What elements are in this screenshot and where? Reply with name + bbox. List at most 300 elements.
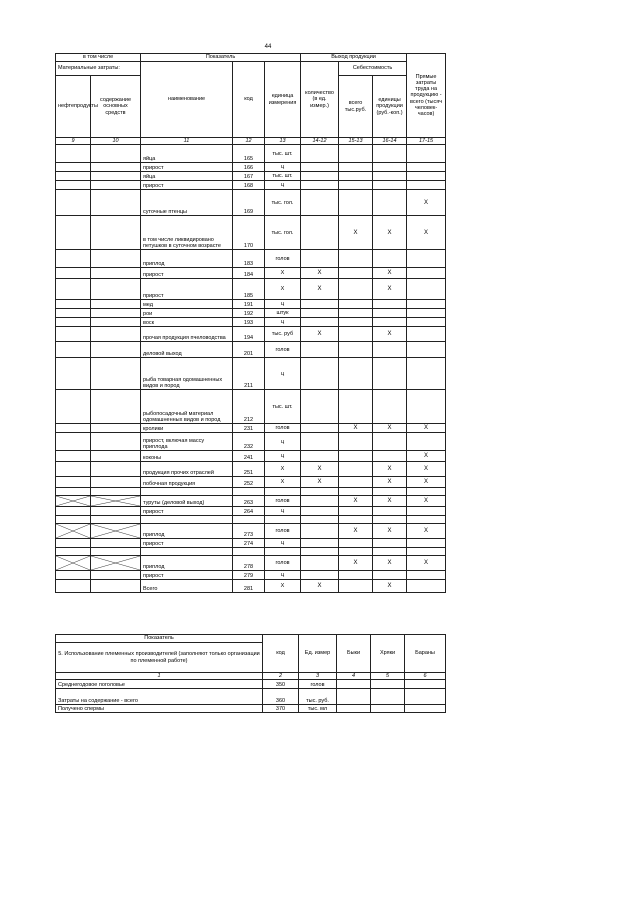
row-kol (301, 172, 339, 181)
empty-cell (91, 390, 141, 424)
row-kol (301, 190, 339, 216)
row-name: Всего (141, 580, 233, 593)
row-code: 278 (233, 556, 265, 571)
empty-cell (405, 705, 446, 713)
row-pr (407, 327, 446, 342)
row-vsego: X (339, 496, 373, 507)
table-row (56, 424, 446, 433)
row-ed (373, 163, 407, 172)
table-row (56, 548, 446, 556)
empty-cell (56, 279, 91, 300)
row-code (233, 548, 265, 556)
row-pr (407, 580, 446, 593)
row-code: 273 (233, 524, 265, 539)
empty-cell (91, 300, 141, 309)
empty-cell (337, 680, 371, 689)
row-pr (407, 268, 446, 279)
row-code: 191 (233, 300, 265, 309)
column-number: 16-14 (373, 138, 407, 145)
row-vsego (339, 145, 373, 163)
column-number: 14-12 (301, 138, 339, 145)
column-number: 2 (263, 673, 299, 680)
row-name: Среднегодовое поголовье (56, 680, 263, 689)
empty-cell (405, 689, 446, 705)
row-vsego (339, 318, 373, 327)
empty-cell (56, 216, 91, 250)
row-ed: X (373, 268, 407, 279)
header-vyhod: Выход продукции (301, 54, 407, 62)
header-soder: содержание основных средств (91, 76, 141, 138)
t2-header-byki: Быки (337, 635, 371, 673)
row-ed (373, 250, 407, 268)
empty-cell (91, 342, 141, 358)
row-unit: ц (265, 507, 301, 516)
row-unit: штук (265, 309, 301, 318)
row-name (141, 488, 233, 496)
row-kol (301, 496, 339, 507)
table-row (56, 680, 446, 689)
row-ed (373, 433, 407, 451)
row-vsego (339, 451, 373, 462)
row-code: 169 (233, 190, 265, 216)
row-name: кролики (141, 424, 233, 433)
row-name: суточные птенцы (141, 190, 233, 216)
row-unit: тыс. шт. (265, 145, 301, 163)
row-name: прирост (141, 181, 233, 190)
row-ed: X (373, 216, 407, 250)
row-ed (373, 451, 407, 462)
table-row (56, 488, 446, 496)
row-name: коконы (141, 451, 233, 462)
t2-column-numbers-row (56, 673, 446, 680)
row-code (233, 488, 265, 496)
empty-cell (56, 342, 91, 358)
column-number: 1 (56, 673, 263, 680)
row-ed (373, 507, 407, 516)
row-unit: X (265, 462, 301, 477)
row-ed (373, 172, 407, 181)
header-kol: количество (в ед. измер.) (301, 62, 339, 138)
row-unit: тыс. шт. (265, 172, 301, 181)
row-code: 192 (233, 309, 265, 318)
row-vsego (339, 300, 373, 309)
row-ed: X (373, 580, 407, 593)
row-unit: голов (265, 524, 301, 539)
empty-cell (91, 539, 141, 548)
empty-cell (56, 250, 91, 268)
row-code: 165 (233, 145, 265, 163)
empty-cell (56, 488, 91, 496)
table-row (56, 181, 446, 190)
row-name: рыба товарная одомашненных видов и пород (141, 358, 233, 390)
row-code: 370 (263, 705, 299, 713)
row-pr (407, 390, 446, 424)
row-pr: X (407, 190, 446, 216)
row-kol (301, 433, 339, 451)
row-unit: ц (265, 318, 301, 327)
row-pr (407, 181, 446, 190)
row-name: Получено спермы (56, 705, 263, 713)
column-number: 9 (56, 138, 91, 145)
row-name: прирост (141, 507, 233, 516)
row-ed (373, 539, 407, 548)
row-kol (301, 163, 339, 172)
row-vsego (339, 358, 373, 390)
row-ed (373, 516, 407, 524)
empty-cell (56, 358, 91, 390)
column-number: 17-15 (407, 138, 446, 145)
row-kol: X (301, 268, 339, 279)
row-code: 184 (233, 268, 265, 279)
row-name: яйца (141, 145, 233, 163)
empty-cell (91, 477, 141, 488)
row-vsego (339, 539, 373, 548)
row-vsego (339, 516, 373, 524)
row-kol (301, 309, 339, 318)
row-kol (301, 250, 339, 268)
empty-cell (91, 451, 141, 462)
table-row (56, 507, 446, 516)
crossed-cell (91, 524, 141, 539)
row-ed (373, 390, 407, 424)
row-pr (407, 163, 446, 172)
header-edprod: единицы продукции (руб.-коп.) (373, 76, 407, 138)
empty-cell (371, 680, 405, 689)
row-pr (407, 342, 446, 358)
row-pr: X (407, 451, 446, 462)
empty-cell (91, 424, 141, 433)
empty-cell (371, 689, 405, 705)
table-row (56, 390, 446, 424)
row-pr (407, 548, 446, 556)
row-vsego (339, 342, 373, 358)
row-code: 183 (233, 250, 265, 268)
row-pr (407, 488, 446, 496)
row-unit: ц (265, 571, 301, 580)
table-row (56, 190, 446, 216)
t2-header-ed: Ед. измер (299, 635, 337, 673)
row-vsego (339, 279, 373, 300)
row-code: 360 (263, 689, 299, 705)
row-name: приплод (141, 524, 233, 539)
row-unit (265, 488, 301, 496)
row-code: 241 (233, 451, 265, 462)
header-kod: код (233, 62, 265, 138)
row-code: 279 (233, 571, 265, 580)
empty-cell (56, 390, 91, 424)
crossed-cell (56, 556, 91, 571)
row-kol (301, 300, 339, 309)
empty-cell (56, 433, 91, 451)
row-unit: X (265, 477, 301, 488)
empty-cell (405, 680, 446, 689)
crossed-cell (91, 556, 141, 571)
empty-cell (91, 309, 141, 318)
column-numbers-row (56, 138, 446, 145)
row-vsego (339, 250, 373, 268)
table-row (56, 571, 446, 580)
row-kol (301, 516, 339, 524)
row-name: деловой выход (141, 342, 233, 358)
crossed-cell (56, 496, 91, 507)
row-vsego (339, 172, 373, 181)
row-unit: тыс. мл (299, 705, 337, 713)
row-name: рои (141, 309, 233, 318)
row-unit (265, 548, 301, 556)
row-name: в том числе ликвидировано петушков в суточном возрасте (141, 216, 233, 250)
row-name: туруты (деловой выход) (141, 496, 233, 507)
empty-cell (56, 539, 91, 548)
row-vsego (339, 190, 373, 216)
row-name: побочная продукция (141, 477, 233, 488)
row-name: мед (141, 300, 233, 309)
row-pr (407, 250, 446, 268)
row-unit: голов (265, 342, 301, 358)
row-unit: ц (265, 451, 301, 462)
empty-cell (56, 145, 91, 163)
row-code: 168 (233, 181, 265, 190)
empty-cell (91, 318, 141, 327)
row-vsego (339, 268, 373, 279)
empty-cell (91, 358, 141, 390)
row-name: приплод (141, 556, 233, 571)
empty-cell (91, 507, 141, 516)
row-vsego (339, 163, 373, 172)
empty-cell (91, 433, 141, 451)
row-code: 281 (233, 580, 265, 593)
page-number: 44 (264, 44, 272, 50)
empty-cell (91, 190, 141, 216)
t2-header-kod: код (263, 635, 299, 673)
empty-cell (91, 145, 141, 163)
row-pr (407, 571, 446, 580)
row-code: 252 (233, 477, 265, 488)
empty-cell (371, 705, 405, 713)
t2-header-hryaki: Хряки (371, 635, 405, 673)
crossed-cell (91, 496, 141, 507)
empty-cell (56, 507, 91, 516)
row-ed (373, 488, 407, 496)
row-pr (407, 145, 446, 163)
empty-cell (91, 268, 141, 279)
table-row (56, 163, 446, 172)
empty-cell (91, 462, 141, 477)
row-vsego (339, 181, 373, 190)
row-name: прирост (141, 539, 233, 548)
row-unit (265, 516, 301, 524)
row-kol (301, 424, 339, 433)
row-kol (301, 216, 339, 250)
row-ed (373, 342, 407, 358)
header-sebest: Себестоимость (339, 62, 407, 76)
row-kol (301, 488, 339, 496)
empty-cell (56, 172, 91, 181)
row-pr (407, 172, 446, 181)
row-kol (301, 524, 339, 539)
row-name (141, 516, 233, 524)
row-ed (373, 300, 407, 309)
row-vsego (339, 433, 373, 451)
row-kol (301, 181, 339, 190)
empty-cell (91, 327, 141, 342)
row-code: 194 (233, 327, 265, 342)
header-vtomchisle: в том числе (56, 54, 141, 62)
table-row (56, 268, 446, 279)
row-pr (407, 279, 446, 300)
row-unit: ц (265, 358, 301, 390)
empty-cell (91, 279, 141, 300)
empty-cell (56, 451, 91, 462)
row-ed: X (373, 279, 407, 300)
table-row (56, 539, 446, 548)
empty-cell (91, 516, 141, 524)
row-kol (301, 145, 339, 163)
row-name: прирост, включая массу приплода (141, 433, 233, 451)
table-row (56, 145, 446, 163)
breeding-producers-table (55, 634, 446, 713)
table-row (56, 433, 446, 451)
empty-cell (91, 250, 141, 268)
empty-cell (56, 318, 91, 327)
empty-cell (56, 268, 91, 279)
row-name: яйца (141, 172, 233, 181)
row-pr: X (407, 216, 446, 250)
row-pr (407, 358, 446, 390)
table-row (56, 524, 446, 539)
empty-cell (56, 309, 91, 318)
row-unit: тыс. руб (265, 327, 301, 342)
row-ed (373, 358, 407, 390)
row-unit: голов (265, 496, 301, 507)
row-pr: X (407, 424, 446, 433)
header-pryamye: Прямые затраты труда на продукцию - всего (тысяч человек-часов) (407, 54, 446, 138)
row-ed: X (373, 524, 407, 539)
table-row (56, 451, 446, 462)
row-kol: X (301, 462, 339, 477)
row-unit: тыс. гол. (265, 190, 301, 216)
row-code: 212 (233, 390, 265, 424)
row-ed (373, 548, 407, 556)
row-ed: X (373, 477, 407, 488)
t2-header-barany: Бараны (405, 635, 446, 673)
row-ed (373, 309, 407, 318)
row-unit: ц (265, 433, 301, 451)
empty-cell (91, 181, 141, 190)
row-name: продукция прочих отраслей (141, 462, 233, 477)
empty-cell (56, 190, 91, 216)
row-name: прирост (141, 268, 233, 279)
row-vsego: X (339, 424, 373, 433)
empty-cell (56, 462, 91, 477)
crossed-cell (56, 524, 91, 539)
row-kol (301, 507, 339, 516)
row-name: прирост (141, 163, 233, 172)
column-number: 13 (265, 138, 301, 145)
row-kol (301, 556, 339, 571)
row-unit: X (265, 268, 301, 279)
row-name: прочая продукция пчеловодства (141, 327, 233, 342)
row-vsego (339, 462, 373, 477)
row-code: 185 (233, 279, 265, 300)
row-ed: X (373, 327, 407, 342)
row-kol: X (301, 279, 339, 300)
table-row (56, 172, 446, 181)
column-number: 4 (337, 673, 371, 680)
row-unit: тыс. гол. (265, 216, 301, 250)
row-vsego: X (339, 216, 373, 250)
row-name: приплод (141, 250, 233, 268)
row-ed (373, 318, 407, 327)
empty-cell (56, 477, 91, 488)
table-row (56, 279, 446, 300)
row-vsego (339, 507, 373, 516)
row-code (233, 516, 265, 524)
row-code: 170 (233, 216, 265, 250)
row-code: 231 (233, 424, 265, 433)
column-number: 12 (233, 138, 265, 145)
row-pr (407, 539, 446, 548)
row-name: прирост (141, 571, 233, 580)
row-vsego (339, 327, 373, 342)
empty-cell (91, 571, 141, 580)
empty-cell (56, 300, 91, 309)
empty-cell (56, 163, 91, 172)
empty-cell (91, 172, 141, 181)
row-kol: X (301, 327, 339, 342)
row-code: 264 (233, 507, 265, 516)
header-ed: единица измерения (265, 62, 301, 138)
row-unit: голов (265, 556, 301, 571)
row-pr (407, 318, 446, 327)
row-name: Затраты на содержание - всего (56, 689, 263, 705)
row-vsego (339, 390, 373, 424)
row-vsego (339, 477, 373, 488)
row-name: прирост (141, 279, 233, 300)
row-vsego: X (339, 556, 373, 571)
empty-cell (91, 548, 141, 556)
row-pr: X (407, 496, 446, 507)
column-number: 10 (91, 138, 141, 145)
row-pr (407, 516, 446, 524)
row-kol (301, 358, 339, 390)
row-vsego (339, 580, 373, 593)
row-kol: X (301, 477, 339, 488)
row-vsego: X (339, 524, 373, 539)
table-row (56, 516, 446, 524)
row-vsego (339, 488, 373, 496)
empty-cell (91, 580, 141, 593)
row-ed: X (373, 462, 407, 477)
table-row (56, 689, 446, 705)
row-ed: X (373, 556, 407, 571)
row-kol (301, 548, 339, 556)
row-code: 167 (233, 172, 265, 181)
row-name: рыбопосадочный материал одомашненных видов и пород (141, 390, 233, 424)
table-row (56, 556, 446, 571)
empty-cell (56, 580, 91, 593)
column-number: 6 (405, 673, 446, 680)
table-row (56, 477, 446, 488)
row-pr (407, 433, 446, 451)
row-vsego (339, 571, 373, 580)
row-unit: тыс. руб. (299, 689, 337, 705)
row-code: 350 (263, 680, 299, 689)
table-row (56, 705, 446, 713)
header-naim: наименование (141, 62, 233, 138)
empty-cell (91, 163, 141, 172)
row-pr (407, 300, 446, 309)
empty-cell (56, 181, 91, 190)
